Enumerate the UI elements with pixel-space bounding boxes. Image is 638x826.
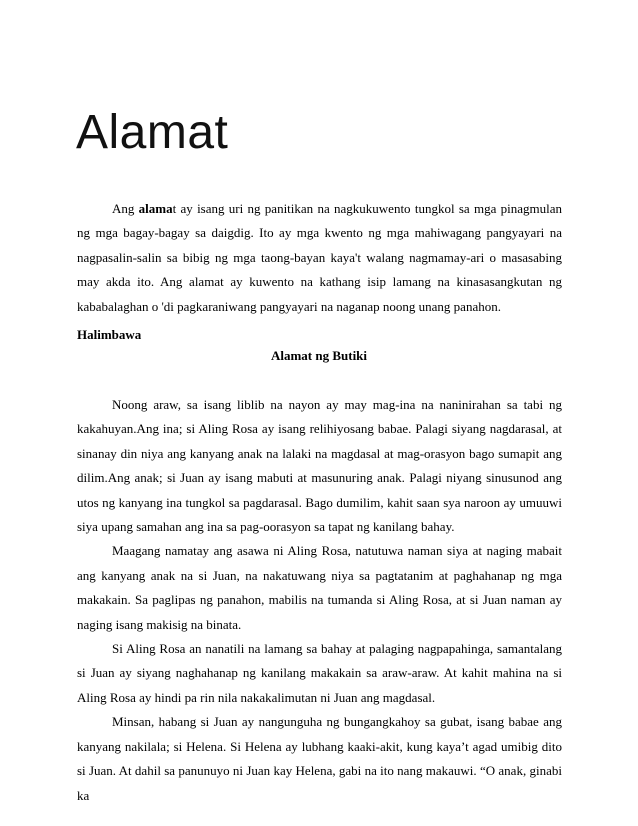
- intro-paragraph: [77, 197, 562, 319]
- story-body: [77, 393, 562, 808]
- story-paragraph-4: Minsan, habang si Juan ay nangunguha ng bungangkahoy sa gubat, isang babae ang kanyang nakilala; si Helena. Si Helena ay lubhang kaaki-akit, kung kaya’t agad umibig dito si Juan. At dahil sa panunuyo ni Juan kay Helena, gabi na ito nang makauwi. “O anak, ginabi ka: [77, 714, 562, 803]
- intro-lead: Ang: [112, 201, 139, 216]
- intro-keyword: alama: [138, 201, 173, 216]
- document-title: Alamat: [76, 106, 229, 159]
- example-heading: Halimbawa: [77, 327, 142, 342]
- intro-rest: t ay isang uri ng panitikan na nagkukuwento tungkol sa mga pinagmulan ng mga bagay-bagay sa daigdig. Ito ay mga kwento ng mga mahiwagang pangyayari na nagpasalin-salin sa bibig ng mga taong-bayan kaya't walang nagmamay-ari o masasabing may akda ito. Ang alamat ay kuwento na kathang isip lamang na kinasasangkutan ng kababalaghan o 'di pagkaraniwang pangyayari na naganap noong unang panahon.: [77, 201, 562, 314]
- story-paragraph-1: Noong araw, sa isang liblib na nayon ay may mag-ina na naninirahan sa tabi ng kakahuyan.Ang ina; si Aling Rosa ay isang relihiyosang babae. Palagi siyang nagdarasal, at sinanay din niya ang kanyang anak na lalaki na magdasal at mag-orasyon bago sumapit ang dilim.Ang anak; si Juan ay isang mabuti at masunuring anak. Palagi niyang sinusunod ang utos ng kanyang ina tungkol sa pagdarasal. Bago dumilim, kahit saan sya naroon ay umuuwi siya upang samahan ang ina sa pag-oorasyon sa tapat ng kanilang bahay.: [77, 397, 562, 535]
- story-title: Alamat ng Butiki: [270, 348, 368, 363]
- story-paragraph-3: Si Aling Rosa an nanatili na lamang sa bahay at palaging nagpapahinga, samantalang si Juan ay siyang naghahanap ng kanilang makakain sa araw-araw. At kahit mahina na si Aling Rosa ay hindi pa rin nila nakakalimutan ni Juan ang magdasal.: [77, 641, 562, 705]
- story-paragraph-2: Maagang namatay ang asawa ni Aling Rosa, natutuwa naman siya at naging mabait ang kanyang anak na si Juan, na nakatuwang niya sa pagtatanim at paghahanap ng mga makakain. Sa paglipas ng panahon, mabilis na tumanda si Aling Rosa, at si Juan naman ay naging isang makisig na binata.: [77, 543, 562, 632]
